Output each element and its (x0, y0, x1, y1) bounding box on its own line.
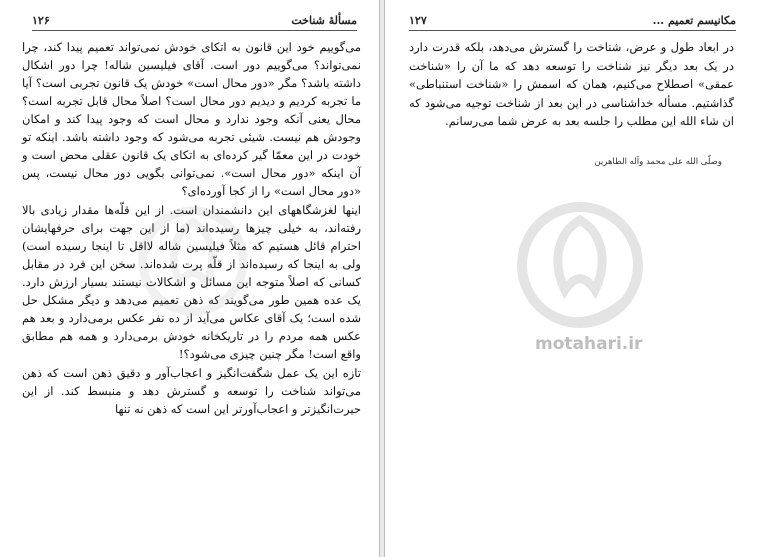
right-page-header (409, 14, 736, 31)
left-paragraph: تازه این یک عمل شگفت‌انگیز و اعجاب‌آور و دقیق ذهن است که ذهن می‌تواند شناخت را توسعه و گسترش دهد و منبسط کند. از این حیرت‌انگیزتر و اعجاب‌آورتر این است که ذهن نه تنها (22, 366, 361, 416)
right-running-title: مکانیسم تعمیم ... (652, 14, 736, 27)
watermark-url: motahari.ir (535, 334, 643, 354)
left-watermark-logo-icon (128, 196, 258, 326)
left-running-title: مسألهٔ شناخت (291, 14, 357, 27)
left-page-number: ۱۲۶ (32, 14, 50, 27)
watermark-logo-icon (505, 190, 655, 340)
left-paragraph: می‌گوییم خود این قانون به اتکای خودش نمی‌تواند تعمیم پیدا کند، چرا نمی‌تواند؟ می‌گوییم دور است. آقای فیلیسین شاله! چرا دور اشکال داشته باشد؟ مگر «دور محال است» خودش یک قانون تجربی است؟ آیا ما تجربه کردیم و دیدیم دور محال است؟ اصلاً محال قابل تجربه است؟ محال یعنی آنکه وجود ندارد و محال است که وجود پیدا کند و امکان وجودش هم نیست. شیئی تجربه می‌شود که وجود داشته باشد. اینکه تو خودت در این معمّا گیر کرده‌ای به اتکای یک قانون عقلی محض است و آن اینکه «دور محال است». نمی‌توانی بگویی دور محال نیست، پس «دور محال است» را از کجا آورده‌ای؟ (22, 40, 361, 198)
right-paragraph: در ابعاد طول و عرض، شناخت را گسترش می‌دهد، بلکه قدرت دارد در یک بعد دیگر نیز شناخت را توسعه دهد که ما آن را «شناخت عمقی» اصطلاح می‌کنیم، همان که اسمش را «شناخت استنباطی» گذاشتیم. مسأله خداشناسی در این بعد از شناخت توجیه می‌شود که ان شاء الله این مطلب را جلسه بعد به عرض شما می‌رسانم. (409, 40, 734, 128)
closing-salutation: وصلّی الله علی محمد وآله الطاهرین (594, 157, 722, 167)
right-page-number: ۱۲۷ (409, 14, 427, 27)
right-body-text (409, 38, 734, 131)
right-page (384, 0, 768, 557)
left-paragraph: اینها لغزشگاههای این دانشمندان است. از این قلّه‌ها مقدار زیادی بالا رفته‌اند، به خیلی چیزها رسیده‌اند (ما از این جهت برای حرفهایشان احترام قائل هستیم که مثلاً فیلیسین شاله لااقل تا اینجا رسیده است) ولی به اینجا که رسیده‌اند از قلّه پرت شده‌اند. سخن این فرد در مقابل کسانی که اصلاً متوجه این مسائل و اشکالات نیستند بسیار ارزش دارد. یک عده همین طور می‌گویند که ذهن تعمیم می‌دهد و دیگر مشکل حل شده است؛ یک آقای عکاس می‌آید از ده نفر عکس برمی‌دارد و بعد هم عکس همه مردم را در تاریکخانه خودش برمی‌دارد و همه هم مطابق واقع است! مگر چنین چیزی می‌شود؟! (22, 203, 361, 361)
left-page-header (32, 14, 357, 31)
